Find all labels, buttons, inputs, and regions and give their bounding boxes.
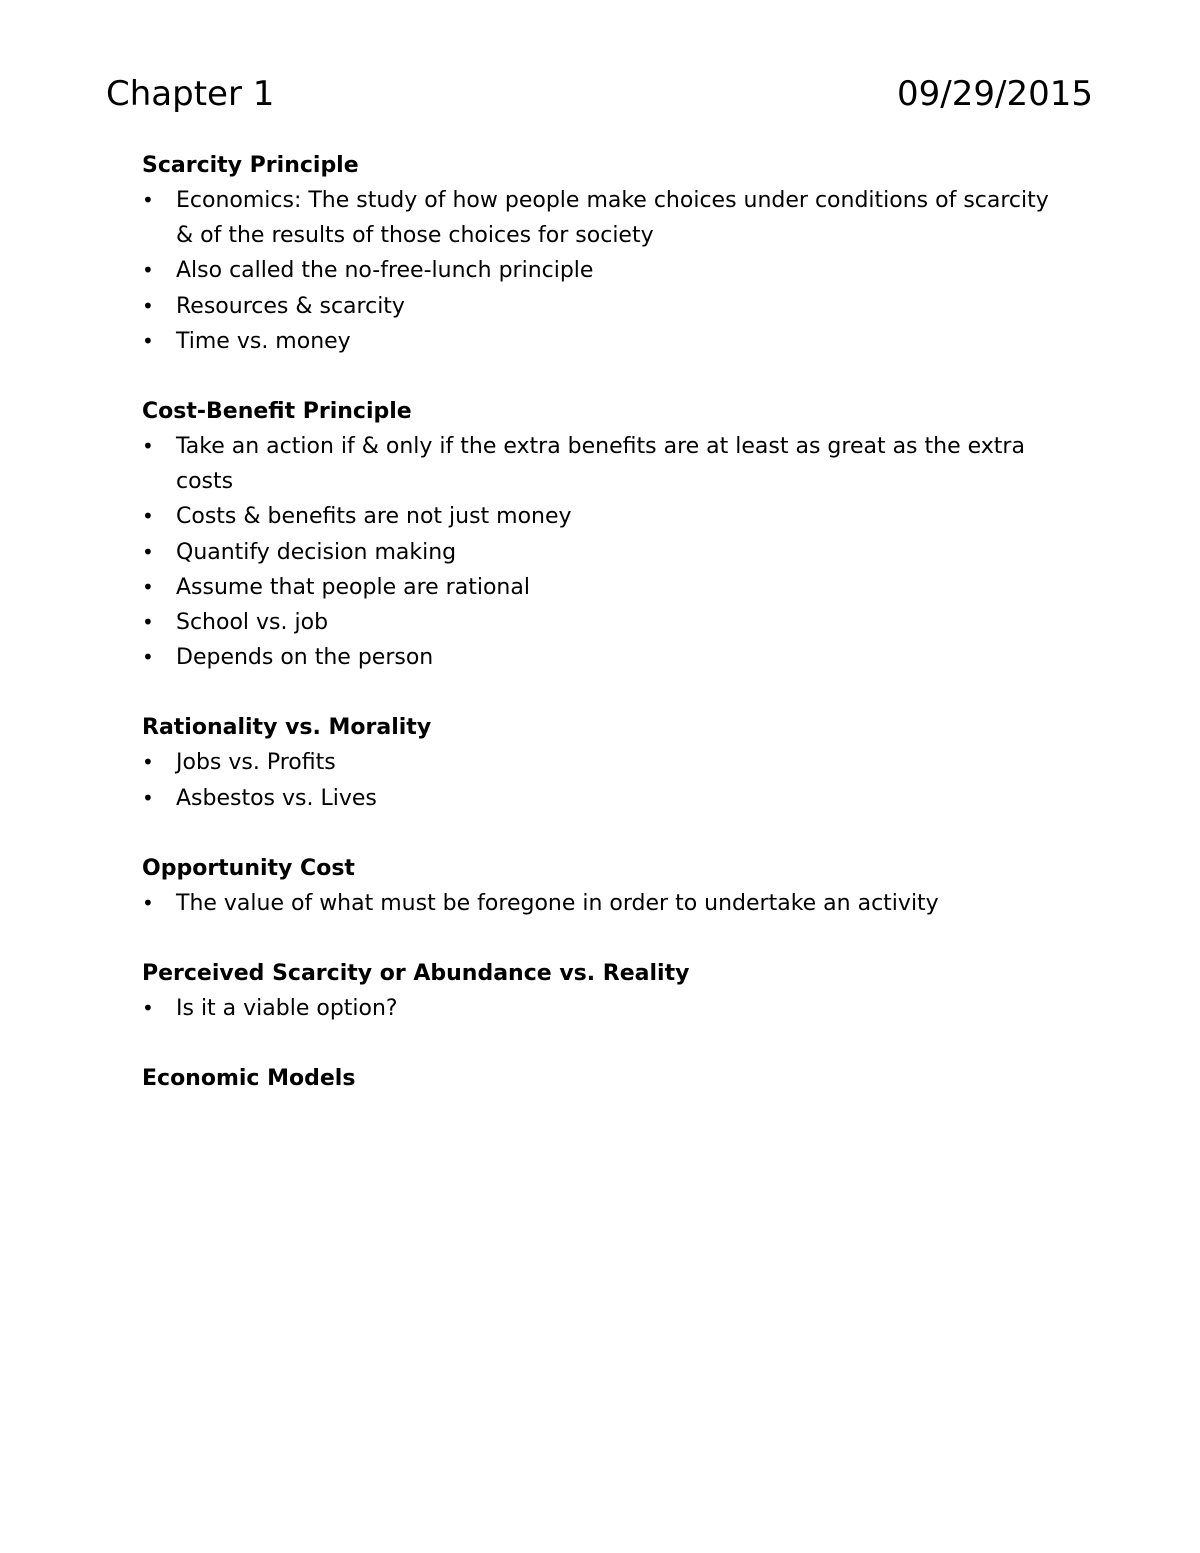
section-opportunity-cost	[142, 851, 1072, 921]
bullet-icon: •	[142, 328, 154, 353]
bullet-list	[142, 429, 1072, 675]
bullet-icon: •	[142, 574, 154, 599]
list-item	[142, 640, 1072, 675]
list-item	[142, 745, 1072, 780]
page-date: 09/29/2015	[897, 74, 1093, 114]
bullet-icon: •	[142, 785, 154, 810]
list-item	[142, 605, 1072, 640]
bullet-icon: •	[142, 258, 154, 283]
list-item-text: Is it a viable option?	[176, 996, 398, 1022]
list-item	[142, 499, 1072, 534]
bullet-icon: •	[142, 504, 154, 529]
bullet-list	[142, 886, 1072, 921]
list-item	[142, 324, 1072, 359]
list-item-text: Time vs. money	[176, 328, 351, 354]
bullet-icon: •	[142, 293, 154, 318]
section-rationality-vs-morality	[142, 710, 1072, 815]
list-item	[142, 535, 1072, 570]
section-heading: Rationality vs. Morality	[142, 715, 432, 741]
section-scarcity-principle	[142, 148, 1072, 359]
bullet-list	[142, 991, 1072, 1026]
section-heading: Opportunity Cost	[142, 855, 355, 881]
page-title: Chapter 1	[106, 74, 275, 114]
list-item-text: Depends on the person	[176, 645, 434, 671]
list-item-text: The value of what must be foregone in order to undertake an activity	[176, 890, 939, 916]
bullet-icon: •	[142, 539, 154, 564]
section-heading: Cost-Benefit Principle	[142, 399, 412, 425]
list-item	[142, 183, 1072, 253]
section-heading: Perceived Scarcity or Abundance vs. Reality	[142, 961, 690, 987]
list-item-text: Asbestos vs. Lives	[176, 785, 377, 811]
list-item	[142, 991, 1072, 1026]
section-heading: Economic Models	[142, 1066, 356, 1092]
bullet-icon: •	[142, 434, 154, 459]
bullet-icon: •	[142, 890, 154, 915]
list-item-text: Costs & benefits are not just money	[176, 504, 572, 530]
bullet-icon: •	[142, 188, 154, 212]
list-item-text: Economics: The study of how people make choices under conditions of scarcity & of the results of those choices for society	[176, 188, 1049, 249]
list-item	[142, 429, 1072, 499]
list-item-text: School vs. job	[176, 610, 329, 636]
list-item	[142, 886, 1072, 921]
list-item-text: Also called the no-free-lunch principle	[176, 258, 594, 284]
list-item-text: Take an action if & only if the extra benefits are at least as great as the extra costs	[176, 434, 1025, 495]
bullet-icon: •	[142, 750, 154, 775]
list-item	[142, 253, 1072, 288]
bullet-icon: •	[142, 610, 154, 635]
list-item-text: Assume that people are rational	[176, 574, 530, 600]
section-cost-benefit-principle	[142, 394, 1072, 675]
section-economic-models	[142, 1061, 1072, 1096]
bullet-list	[142, 745, 1072, 815]
list-item	[142, 570, 1072, 605]
list-item	[142, 289, 1072, 324]
list-item	[142, 781, 1072, 816]
bullet-list	[142, 183, 1072, 359]
page-header	[106, 72, 1093, 116]
list-item-text: Resources & scarcity	[176, 293, 405, 319]
list-item-text: Quantify decision making	[176, 539, 457, 565]
bullet-icon: •	[142, 996, 154, 1021]
section-heading: Scarcity Principle	[142, 153, 359, 178]
list-item-text: Jobs vs. Profits	[176, 750, 336, 776]
section-perceived-scarcity	[142, 956, 1072, 1026]
bullet-icon: •	[142, 645, 154, 670]
notes-body	[142, 148, 1072, 1131]
